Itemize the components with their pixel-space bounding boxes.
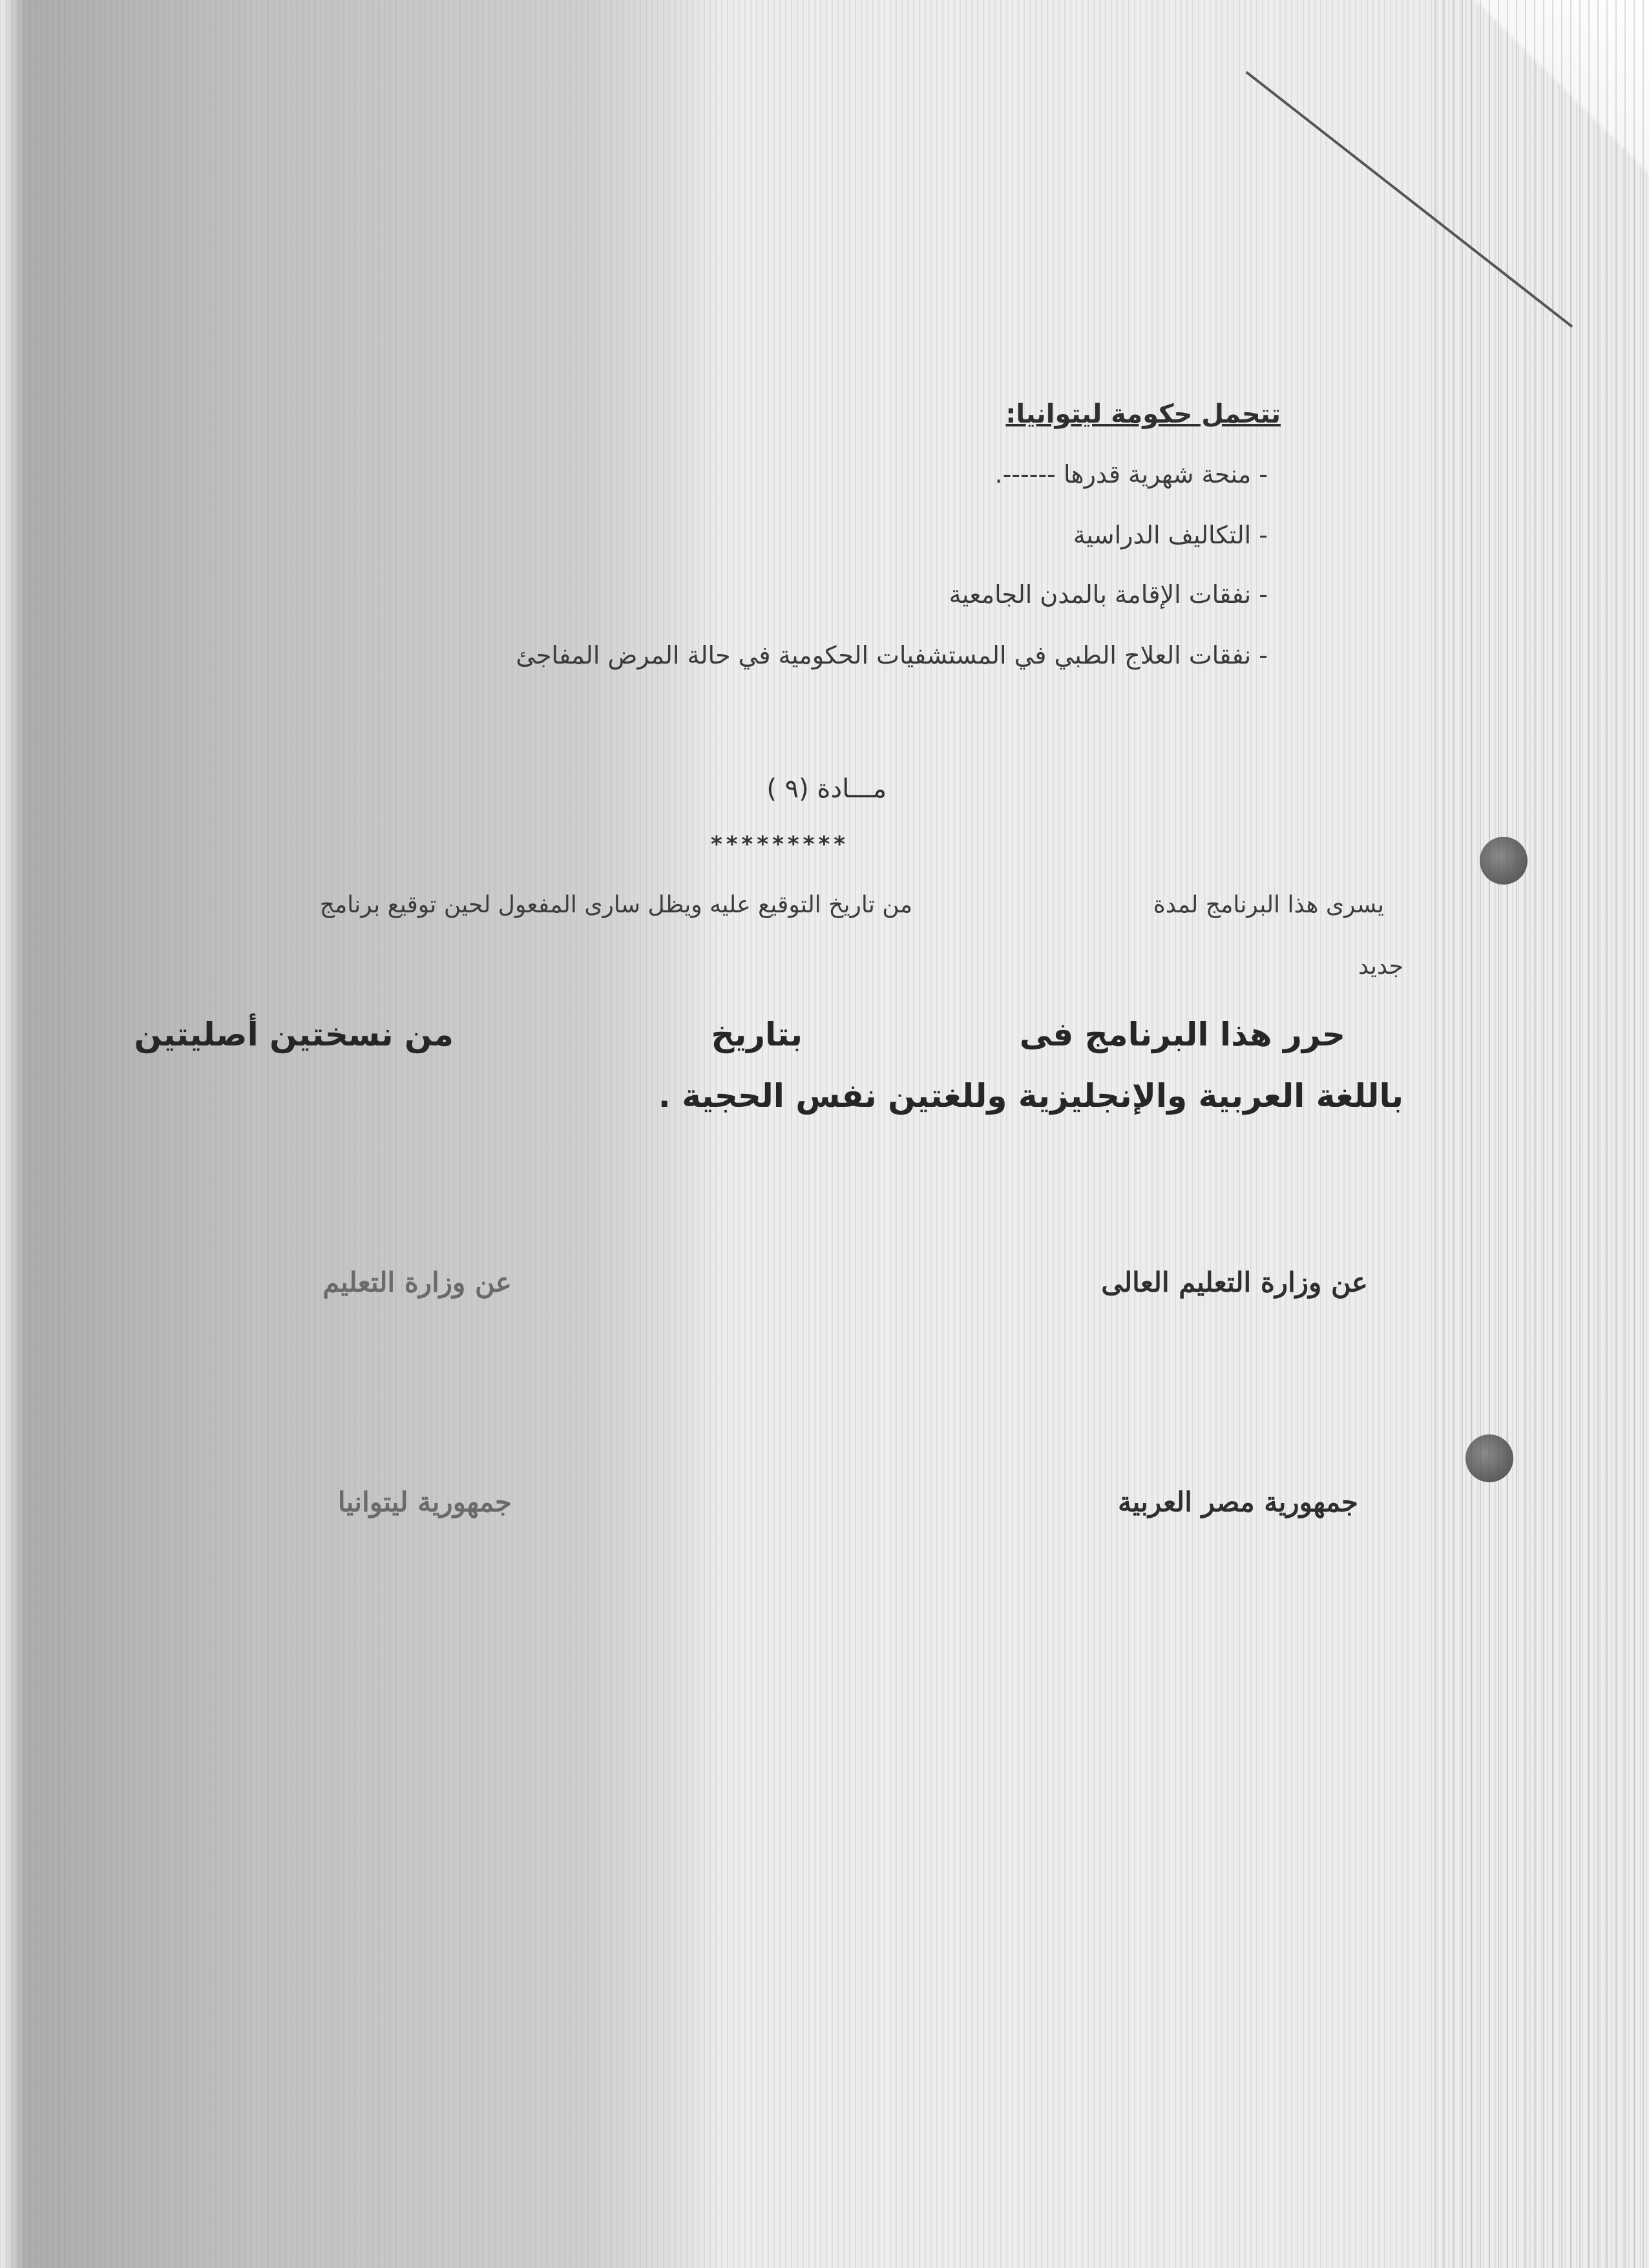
drafted-copies: من نسختين أصليتين: [134, 1016, 454, 1053]
validity-text-start: يسرى هذا البرنامج لمدة: [1153, 892, 1384, 918]
punch-hole-top: [1480, 837, 1528, 885]
egypt-ministry-signatory: عن وزارة التعليم العالى: [1101, 1266, 1368, 1298]
obligation-item: - نفقات العلاج الطبي في المستشفيات الحكومية في حالة المرض المفاجئ: [516, 641, 1268, 669]
folded-corner: [1350, 0, 1649, 271]
obligation-item: - التكاليف الدراسية: [1073, 521, 1268, 549]
article-title: مـــادة (٩ ): [766, 774, 887, 804]
section-heading: تتحمل حكومة ليتوانيا:: [1005, 399, 1281, 429]
lithuania-ministry-signatory: عن وزارة التعليم: [322, 1266, 512, 1298]
drafted-place: حرر هذا البرنامج فى: [1019, 1016, 1345, 1053]
drafted-date: بتاريخ: [711, 1016, 803, 1053]
validity-text-end: من تاريخ التوقيع عليه ويظل سارى المفعول لحين توقيع برنامج: [319, 892, 912, 918]
article-separator: *********: [711, 832, 850, 857]
obligation-item: - منحة شهرية قدرها ------.: [994, 460, 1268, 488]
drafted-languages: باللغة العربية والإنجليزية وللغتين نفس الحجية .: [658, 1077, 1403, 1115]
validity-text-cont: جديد: [1358, 953, 1403, 980]
punch-hole-bottom: [1465, 1434, 1513, 1482]
obligation-item: - نفقات الإقامة بالمدن الجامعية: [949, 580, 1268, 609]
lithuania-country-signatory: جمهورية ليتوانيا: [337, 1486, 512, 1518]
egypt-country-signatory: جمهورية مصر العربية: [1118, 1486, 1358, 1518]
